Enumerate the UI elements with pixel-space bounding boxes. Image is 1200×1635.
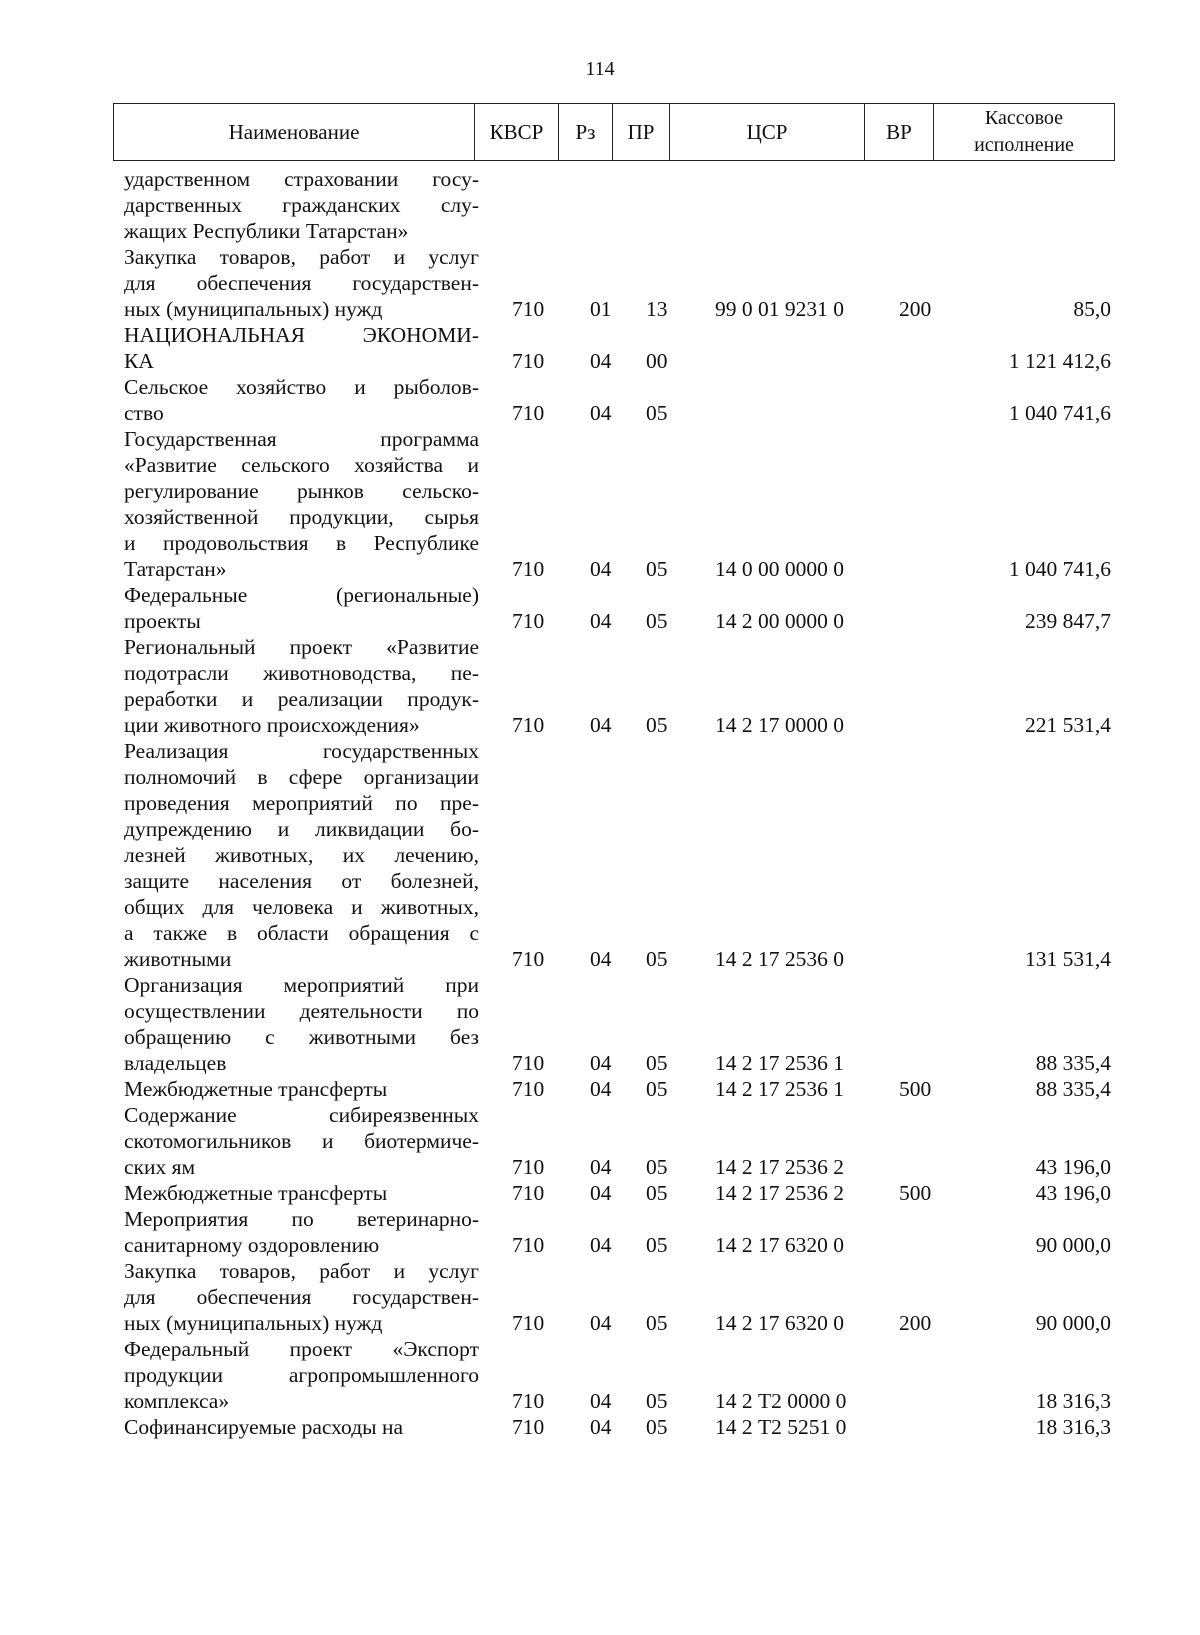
table-row [0,634,1200,738]
row-name [124,244,479,322]
row-pr: 05 [646,713,668,737]
row-name-line: Закупка товаров, работ и услуг [124,245,479,269]
row-pr: 05 [646,1311,668,1335]
row-name-line: Мероприятия по ветеринарно- [124,1207,479,1231]
row-name [124,166,479,244]
table-header [113,103,1115,161]
row-name-line: дупреждению и ликвидации бо- [124,817,479,841]
row-kvsr: 710 [512,713,545,737]
row-amount: 239 847,7 [1025,609,1111,633]
row-name-line: Федеральные (региональные) [124,583,479,607]
row-pr: 05 [646,1233,668,1257]
row-amount: 88 335,4 [1035,1051,1111,1075]
row-rz: 04 [590,609,612,633]
row-name-line: ных (муниципальных) нужд [124,1311,383,1335]
row-kvsr: 710 [512,1389,545,1413]
row-amount: 90 000,0 [1035,1233,1111,1257]
header-kvsr: КВСР [475,104,559,160]
row-csr: 14 2 17 2536 1 [715,1051,844,1075]
row-pr: 05 [646,609,668,633]
row-name [124,1336,479,1414]
header-rz: Рз [559,104,613,160]
row-rz: 01 [590,297,612,321]
row-amount: 43 196,0 [1035,1155,1111,1179]
row-kvsr: 710 [512,401,545,425]
row-name-line: защите населения от болезней, [124,869,479,893]
row-name-line: регулирование рынков сельско- [124,479,479,503]
row-kvsr: 710 [512,1181,545,1205]
table-row [0,374,1200,426]
table-row [0,1258,1200,1336]
row-amount: 18 316,3 [1035,1389,1111,1413]
row-name-line: проекты [124,609,201,633]
row-kvsr: 710 [512,1233,545,1257]
row-kvsr: 710 [512,349,545,373]
row-rz: 04 [590,1181,612,1205]
row-name-line: осуществлении деятельности по [124,999,479,1023]
header-csr: ЦСР [670,104,865,160]
row-amount: 90 000,0 [1035,1311,1111,1335]
table-row [0,1102,1200,1180]
row-name-line: общих для человека и животных, [124,895,479,919]
row-rz: 04 [590,1415,612,1439]
row-pr: 05 [646,1415,668,1439]
row-kvsr: 710 [512,1077,545,1101]
row-pr: 05 [646,1389,668,1413]
header-amount [934,104,1114,160]
row-name [124,1076,479,1102]
row-rz: 04 [590,557,612,581]
row-name-line: Закупка товаров, работ и услуг [124,1259,479,1283]
table-body [0,166,1200,1440]
table-row [0,1180,1200,1206]
header-amount-line1: Кассовое [984,107,1064,129]
row-rz: 04 [590,1155,612,1179]
row-amount: 221 531,4 [1025,713,1111,737]
table-row [0,972,1200,1076]
table-row [0,1076,1200,1102]
row-name-line: для обеспечения государствен- [124,1285,479,1309]
row-amount: 131 531,4 [1025,947,1111,971]
row-name-line: «Развитие сельского хозяйства и [124,453,479,477]
row-kvsr: 710 [512,947,545,971]
row-name-line: подотрасли животноводства, пе- [124,661,479,685]
row-name-line: КА [124,349,154,373]
row-vr: 200 [899,1311,932,1335]
row-name [124,322,479,374]
row-name-line: Сельское хозяйство и рыболов- [124,375,479,399]
row-kvsr: 710 [512,1415,545,1439]
row-csr: 14 0 00 0000 0 [715,557,844,581]
row-pr: 05 [646,1077,668,1101]
row-csr: 14 2 Т2 0000 0 [715,1389,847,1413]
row-name-line: Межбюджетные трансферты [124,1077,388,1101]
row-name-line: и продовольствия в Республике [124,531,479,555]
row-csr: 14 2 00 0000 0 [715,609,844,633]
row-kvsr: 710 [512,557,545,581]
row-pr: 05 [646,947,668,971]
row-name-line: Региональный проект «Развитие [124,635,479,659]
row-name-line: хозяйственной продукции, сырья [124,505,479,529]
row-name-line: Межбюджетные трансферты [124,1181,388,1205]
row-csr: 14 2 Т2 5251 0 [715,1415,847,1439]
row-rz: 04 [590,1389,612,1413]
row-name-line: Реализация государственных [124,739,479,763]
row-name [124,1414,479,1440]
row-name-line: Содержание сибиреязвенных [124,1103,479,1127]
row-name-line: жащих Республики Татарстан» [124,219,409,243]
row-name-line: Организация мероприятий при [124,973,479,997]
row-name [124,1180,479,1206]
header-pr: ПР [613,104,670,160]
row-csr: 99 0 01 9231 0 [715,297,844,321]
table-row [0,738,1200,972]
row-vr: 500 [899,1077,932,1101]
header-vr: ВР [865,104,934,160]
row-csr: 14 2 17 2536 0 [715,947,844,971]
row-rz: 04 [590,1077,612,1101]
row-name [124,426,479,582]
row-pr: 05 [646,557,668,581]
row-kvsr: 710 [512,609,545,633]
row-csr: 14 2 17 6320 0 [715,1311,844,1335]
page-number: 114 [585,58,615,80]
row-pr: 00 [646,349,668,373]
row-name-line: животными [124,947,232,971]
row-name-line: обращению с животными без [124,1025,479,1049]
row-amount: 1 040 741,6 [1008,557,1111,581]
row-pr: 13 [646,297,668,321]
row-name-line: для обеспечения государствен- [124,271,479,295]
row-name-line: ции животного происхождения» [124,713,420,737]
row-name-line: полномочий в сфере организации [124,765,479,789]
row-vr: 500 [899,1181,932,1205]
header-amount-line2: исполнение [974,134,1074,156]
row-name-line: ских ям [124,1155,196,1179]
row-rz: 04 [590,713,612,737]
row-pr: 05 [646,1051,668,1075]
row-name-line: Государственная программа [124,427,479,451]
row-amount: 43 196,0 [1035,1181,1111,1205]
row-csr: 14 2 17 2536 2 [715,1181,844,1205]
row-name-line: НАЦИОНАЛЬНАЯ ЭКОНОМИ- [124,323,479,347]
row-csr: 14 2 17 6320 0 [715,1233,844,1257]
row-name [124,1258,479,1336]
row-amount: 18 316,3 [1035,1415,1111,1439]
row-kvsr: 710 [512,297,545,321]
row-name [124,972,479,1076]
row-name [124,738,479,972]
row-name-line: ударственном страховании госу- [124,167,479,191]
row-csr: 14 2 17 2536 1 [715,1077,844,1101]
row-name-line: владельцев [124,1051,227,1075]
table-row [0,582,1200,634]
table-row [0,1414,1200,1440]
row-name-line: санитарному оздоровлению [124,1233,380,1257]
table-row [0,166,1200,244]
row-amount: 88 335,4 [1035,1077,1111,1101]
row-rz: 04 [590,349,612,373]
row-name-line: а также в области обращения с [124,921,479,945]
row-name-line: ство [124,401,164,425]
row-name-line: Татарстан» [124,557,227,581]
row-name-line: проведения мероприятий по пре- [124,791,479,815]
row-rz: 04 [590,1051,612,1075]
row-pr: 05 [646,1181,668,1205]
row-name-line: продукции агропромышленного [124,1363,479,1387]
row-amount: 85,0 [1073,297,1111,321]
row-rz: 04 [590,947,612,971]
row-name-line: Софинансируемые расходы на [124,1415,403,1439]
table-row [0,1206,1200,1258]
row-name-line: Федеральный проект «Экспорт [124,1337,479,1361]
row-rz: 04 [590,1311,612,1335]
row-rz: 04 [590,1233,612,1257]
row-name-line: ных (муниципальных) нужд [124,297,383,321]
row-name [124,634,479,738]
table-row [0,322,1200,374]
row-name [124,1102,479,1180]
row-pr: 05 [646,1155,668,1179]
table-row [0,1336,1200,1414]
row-name-line: комплекса» [124,1389,230,1413]
row-amount: 1 121 412,6 [1008,349,1111,373]
row-kvsr: 710 [512,1155,545,1179]
row-vr: 200 [899,297,932,321]
row-name-line: реработки и реализации продук- [124,687,479,711]
table-row [0,244,1200,322]
row-amount: 1 040 741,6 [1008,401,1111,425]
row-name [124,1206,479,1258]
row-rz: 04 [590,401,612,425]
row-name-line: скотомогильников и биотермиче- [124,1129,479,1153]
row-csr: 14 2 17 0000 0 [715,713,844,737]
row-name [124,374,479,426]
row-csr: 14 2 17 2536 2 [715,1155,844,1179]
table-row [0,426,1200,582]
header-name: Наименование [114,104,475,160]
row-name-line: дарственных гражданских слу- [124,193,479,217]
row-kvsr: 710 [512,1311,545,1335]
row-name-line: лезней животных, их лечению, [124,843,479,867]
row-name [124,582,479,634]
row-pr: 05 [646,401,668,425]
row-kvsr: 710 [512,1051,545,1075]
